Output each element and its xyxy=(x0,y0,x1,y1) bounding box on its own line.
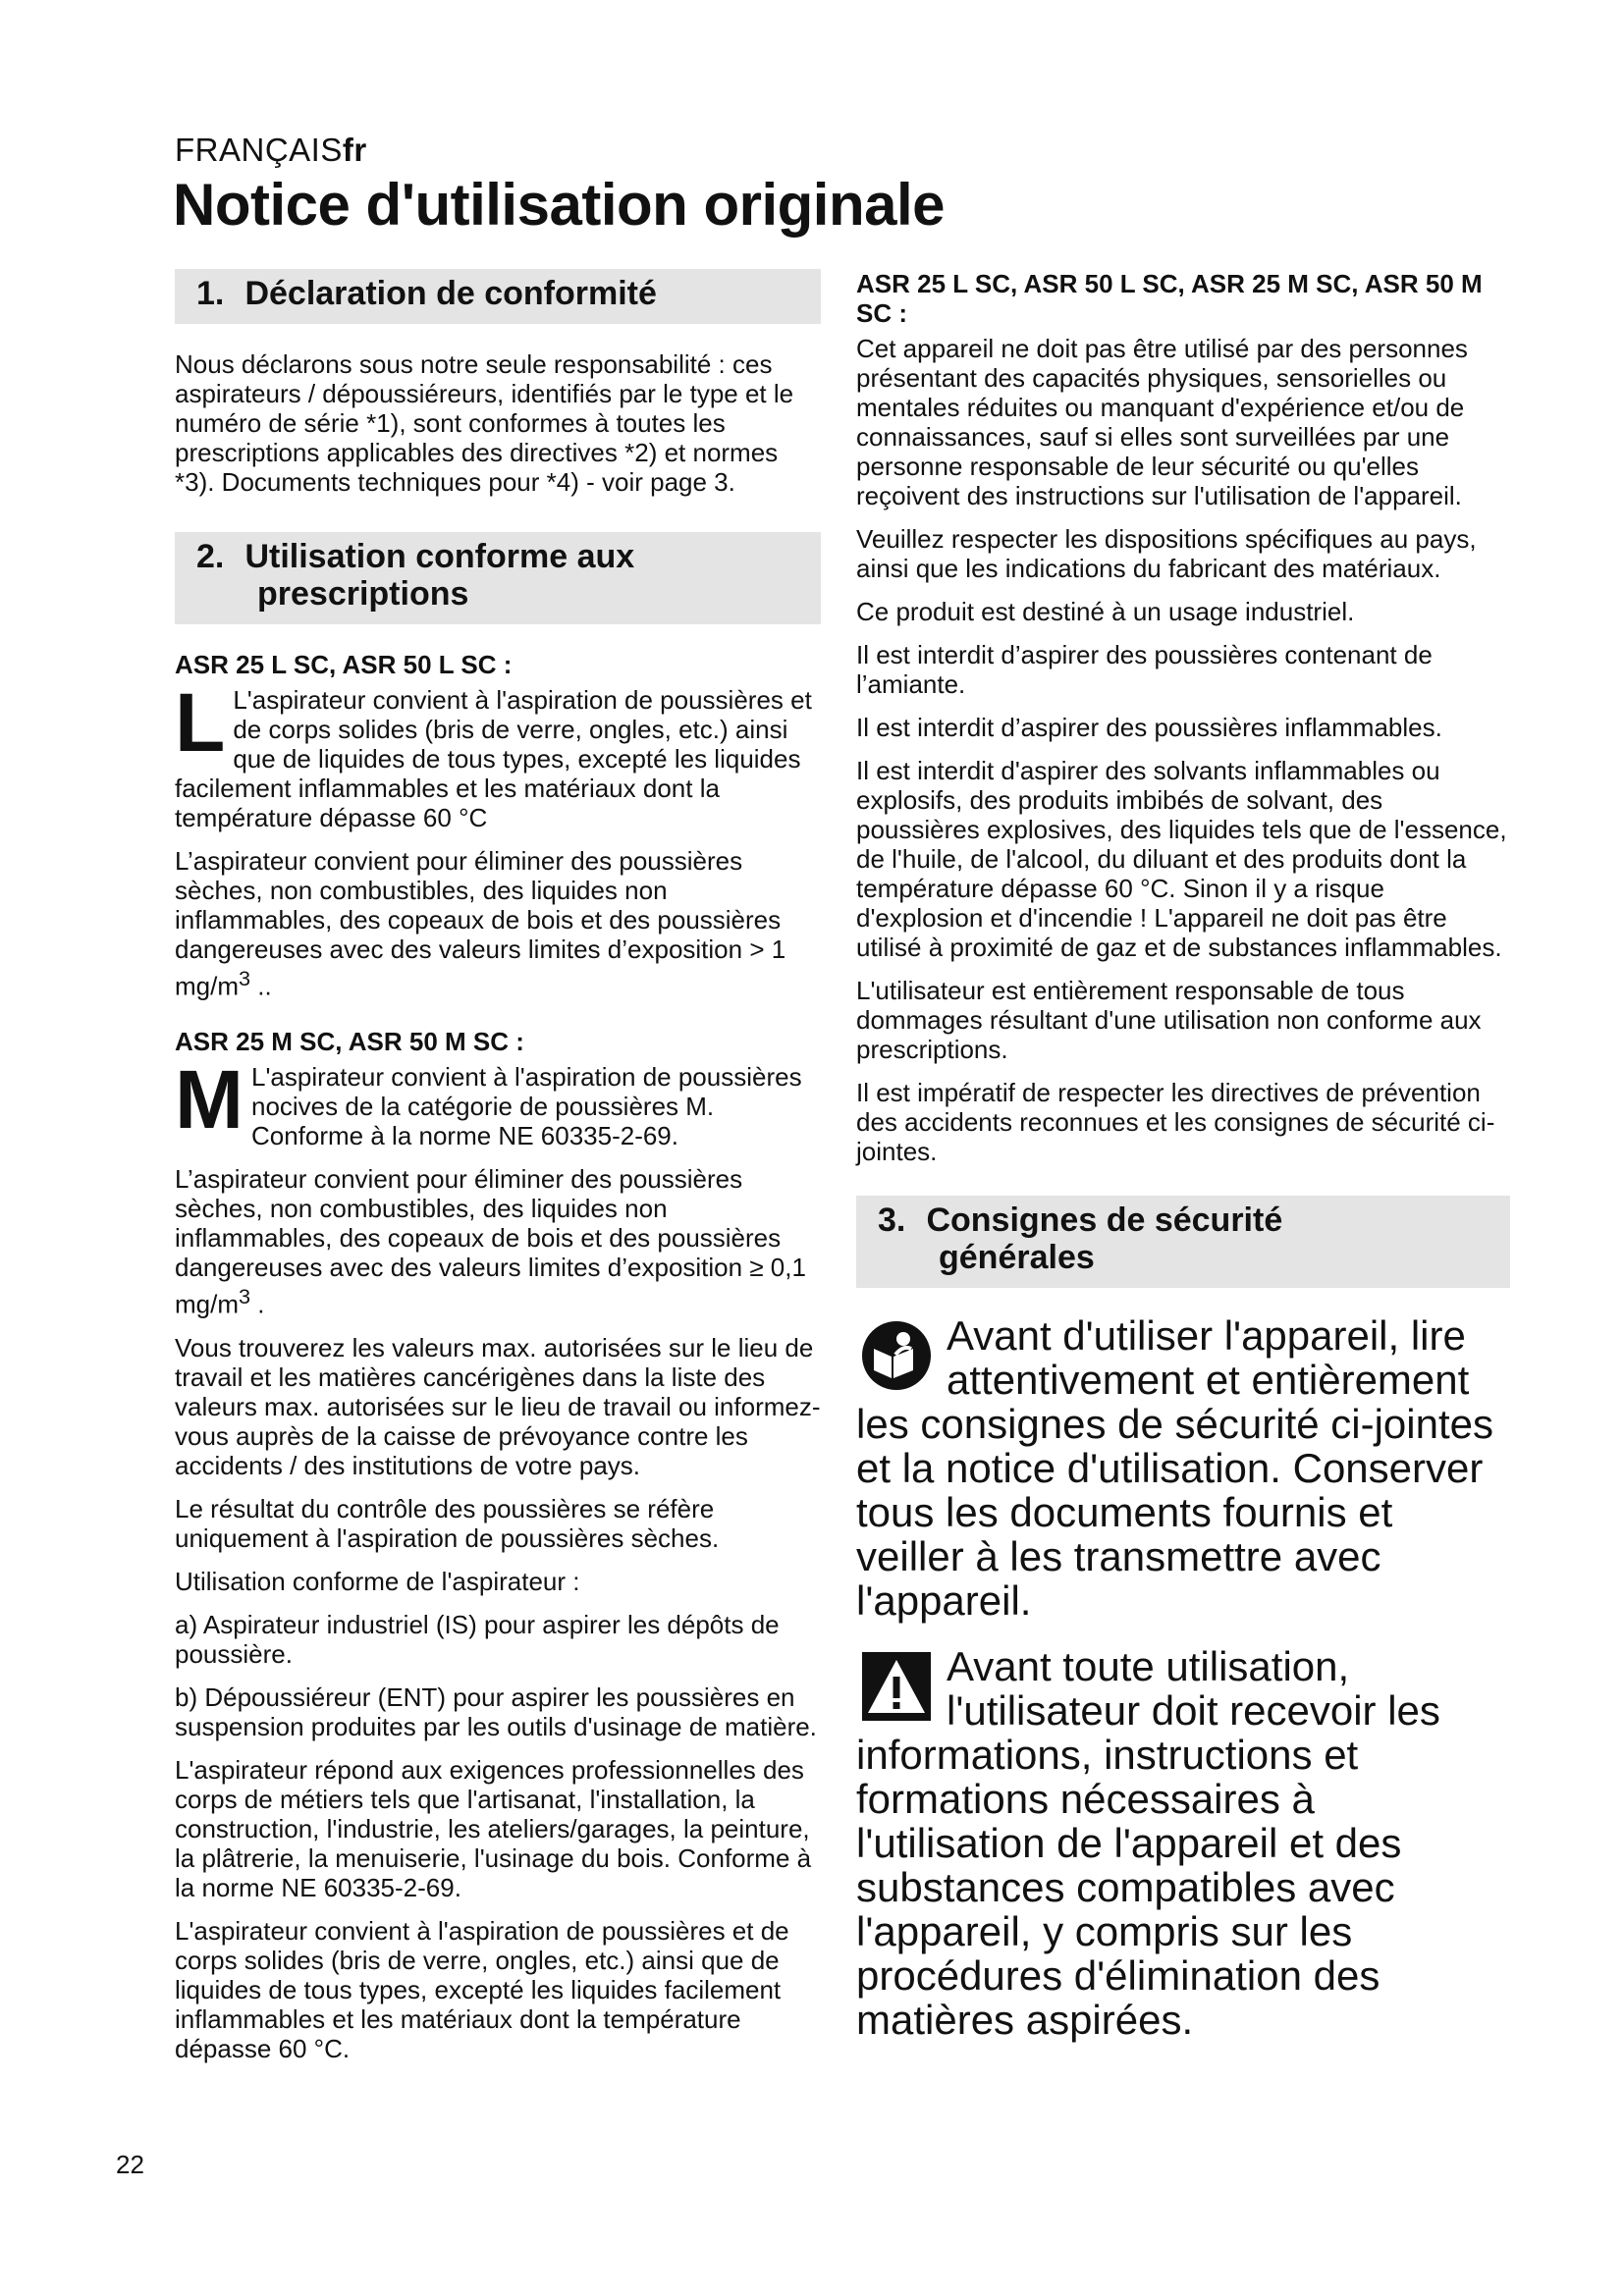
use-item-a: a) Aspirateur industriel (IS) pour aspirer les dépôts de poussière. xyxy=(175,1609,780,1669)
left-column xyxy=(175,269,821,2077)
section-3-number: 3. xyxy=(878,1201,906,1239)
right-paragraph-8: Il est impératif de respecter les directives de prévention des accidents reconnues et les consignes de sécurité ci-jointes. xyxy=(856,1078,1495,1166)
right-paragraph-5: Il est interdit d’aspirer des poussières inflammables. xyxy=(856,713,1442,742)
professional-use-text: L'aspirateur répond aux exigences professionnelles des corps de métiers tels que l'artisanat, l'installation, la construction, l'industrie, les ateliers/garages, la peinture, la plâtrerie, la menuiserie, l'usinage du bois. Conforme à la norme NE 60335-2-69. xyxy=(175,1754,812,1902)
m-class-description: L'aspirateur convient à l'aspiration de poussières nocives de la catégorie de poussières M. Conforme à la norme NE 60335-2-69. xyxy=(250,1061,802,1150)
section-2-heading xyxy=(175,532,821,624)
m-class-text xyxy=(175,1052,821,1150)
dust-test-text: Le résultat du contrôle des poussières se réfère uniquement à l'aspiration de poussières sèches. xyxy=(175,1493,720,1553)
language-name: FRANÇAIS xyxy=(175,132,343,168)
l-models-heading: ASR 25 L SC, ASR 50 L SC : xyxy=(175,650,513,680)
read-manual-icon xyxy=(860,1319,933,1392)
language-code: fr xyxy=(342,132,367,168)
l-dust-limits xyxy=(175,846,821,1001)
all-models-heading: ASR 25 L SC, ASR 50 L SC, ASR 25 M SC, ASR 50 M SC : xyxy=(856,269,1483,328)
m-dust-limits xyxy=(175,1164,821,1319)
right-paragraph-1: Cet appareil ne doit pas être utilisé par des personnes présentant des capacités physiques, sensorielles ou mentales réduites ou manquant d'expérience et/ou de connaissances, sauf si elles sont surveillées par une personne responsable de leur sécurité ou qu'elles reçoivent des instructions sur l'utilisation de l'appareil. xyxy=(856,334,1468,510)
right-paragraph-6: Il est interdit d'aspirer des solvants inflammables ou explosifs, des produits imbibés de solvant, des poussières explosives, des liquides tels que de l'essence, de l'huile, de l'alcool, du diluant et des produits dont la température dépasse 60 °C. Sinon il y a risque d'explosion et d'incendie ! L'appareil ne doit pas être utilisé à proximité de gaz et de substances inflammables. xyxy=(856,756,1507,962)
m-dust-limits-sup: 3 xyxy=(239,1283,251,1308)
page-number: 22 xyxy=(116,2150,144,2179)
training-warning xyxy=(856,1644,1510,2042)
right-paragraph-3: Ce produit est destiné à un usage industriel. xyxy=(856,597,1355,626)
use-item-b: b) Dépoussiéreur (ENT) pour aspirer les poussières en suspension produites par les outils d'usinage de matière. xyxy=(175,1682,817,1741)
l-class-text xyxy=(175,676,821,833)
m-dust-limits-text: L’aspirateur convient pour éliminer des poussières sèches, non combustibles, des liquides non inflammables, des copeaux de bois et des poussières dangereuses avec des valeurs limites d’exposition ≥ 0,1 mg/m xyxy=(175,1163,806,1319)
right-column xyxy=(856,269,1510,2063)
solids-liquids-text: L'aspirateur convient à l'aspiration de poussières et de corps solides (bris de verre, ongles, etc.) ainsi que de liquides de tous types, excepté les liquides facilement inflammables et les matériaux dont la température dépasse 60 °C. xyxy=(175,1915,789,2063)
section-2-title-line1: Utilisation conforme aux xyxy=(244,538,635,576)
dust-class-l-icon: L xyxy=(175,676,226,770)
right-paragraph-7: L'utilisateur est entièrement responsable de tous dommages résultant d'une utilisation non conforme aux prescriptions. xyxy=(856,976,1482,1064)
section-3-title-line2: générales xyxy=(939,1239,1095,1277)
section-1-title: Déclaration de conformité xyxy=(244,275,657,312)
section-1-number: 1. xyxy=(196,275,225,312)
read-manual-notice xyxy=(856,1313,1510,1623)
m-models-heading: ASR 25 M SC, ASR 50 M SC : xyxy=(175,1026,524,1056)
intended-use-text: Utilisation conforme de l'aspirateur : xyxy=(175,1566,580,1596)
l-class-description: L'aspirateur convient à l'aspiration de poussières et de corps solides (bris de verre, ongles, etc.) ainsi que de liquides de tous types, excepté les liquides facilement inflammables et les matériaux dont la température dépasse 60 °C xyxy=(175,685,812,833)
l-dust-limits-text: L’aspirateur convient pour éliminer des poussières sèches, non combustibles, des liquides non inflammables, des copeaux de bois et des poussières dangereuses avec des valeurs limites d’exposition > 1 mg/m xyxy=(175,846,786,1001)
page-title: Notice d'utilisation originale xyxy=(173,172,946,238)
section-3-heading xyxy=(856,1196,1510,1288)
warning-triangle-icon xyxy=(860,1650,933,1723)
section-1-heading xyxy=(175,269,821,324)
right-paragraph-2: Veuillez respecter les dispositions spécifiques au pays, ainsi que les indications du fabricant des matériaux. xyxy=(856,524,1477,583)
m-dust-limits-end: . xyxy=(250,1289,265,1319)
declaration-text: Nous déclarons sous notre seule responsabilité : ces aspirateurs / dépoussiéreurs, identifiés par le type et le numéro de série *1), sont conformes à toutes les prescriptions applicables des directives *2) et normes *3). Documents techniques pour *4) - voir page 3. xyxy=(175,349,794,498)
read-manual-text: Avant d'utiliser l'appareil, lire attentivement et entièrement les consignes de sécurité ci-jointes et la notice d'utilisation. Conserver tous les documents fournis et veiller à les transmettre avec l'appareil. xyxy=(856,1312,1493,1625)
dust-class-m-icon: M xyxy=(175,1052,244,1146)
right-paragraph-4: Il est interdit d’aspirer des poussières contenant de l’amiante. xyxy=(856,640,1433,699)
l-dust-limits-end: .. xyxy=(250,971,272,1001)
section-2-number: 2. xyxy=(196,538,225,576)
section-2-title-line2: prescriptions xyxy=(257,575,469,614)
l-dust-limits-sup: 3 xyxy=(239,966,251,991)
training-warning-text: Avant toute utilisation, l'utilisateur doit recevoir les informations, instructions et formations nécessaires à l'utilisation de l'appareil et des substances compatibles avec l'appareil, y compris sur les procédures d'élimination des matières aspirées. xyxy=(856,1643,1440,2044)
exposure-limits-text: Vous trouverez les valeurs max. autorisées sur le lieu de travail et les matières cancérigènes dans la liste des valeurs max. autorisées sur le lieu de travail ou informez-vous auprès de la caisse de prévoyance contre les accidents / des institutions de votre pays. xyxy=(175,1332,821,1480)
section-3-title-line1: Consignes de sécurité xyxy=(926,1201,1283,1239)
language-label xyxy=(175,132,367,169)
